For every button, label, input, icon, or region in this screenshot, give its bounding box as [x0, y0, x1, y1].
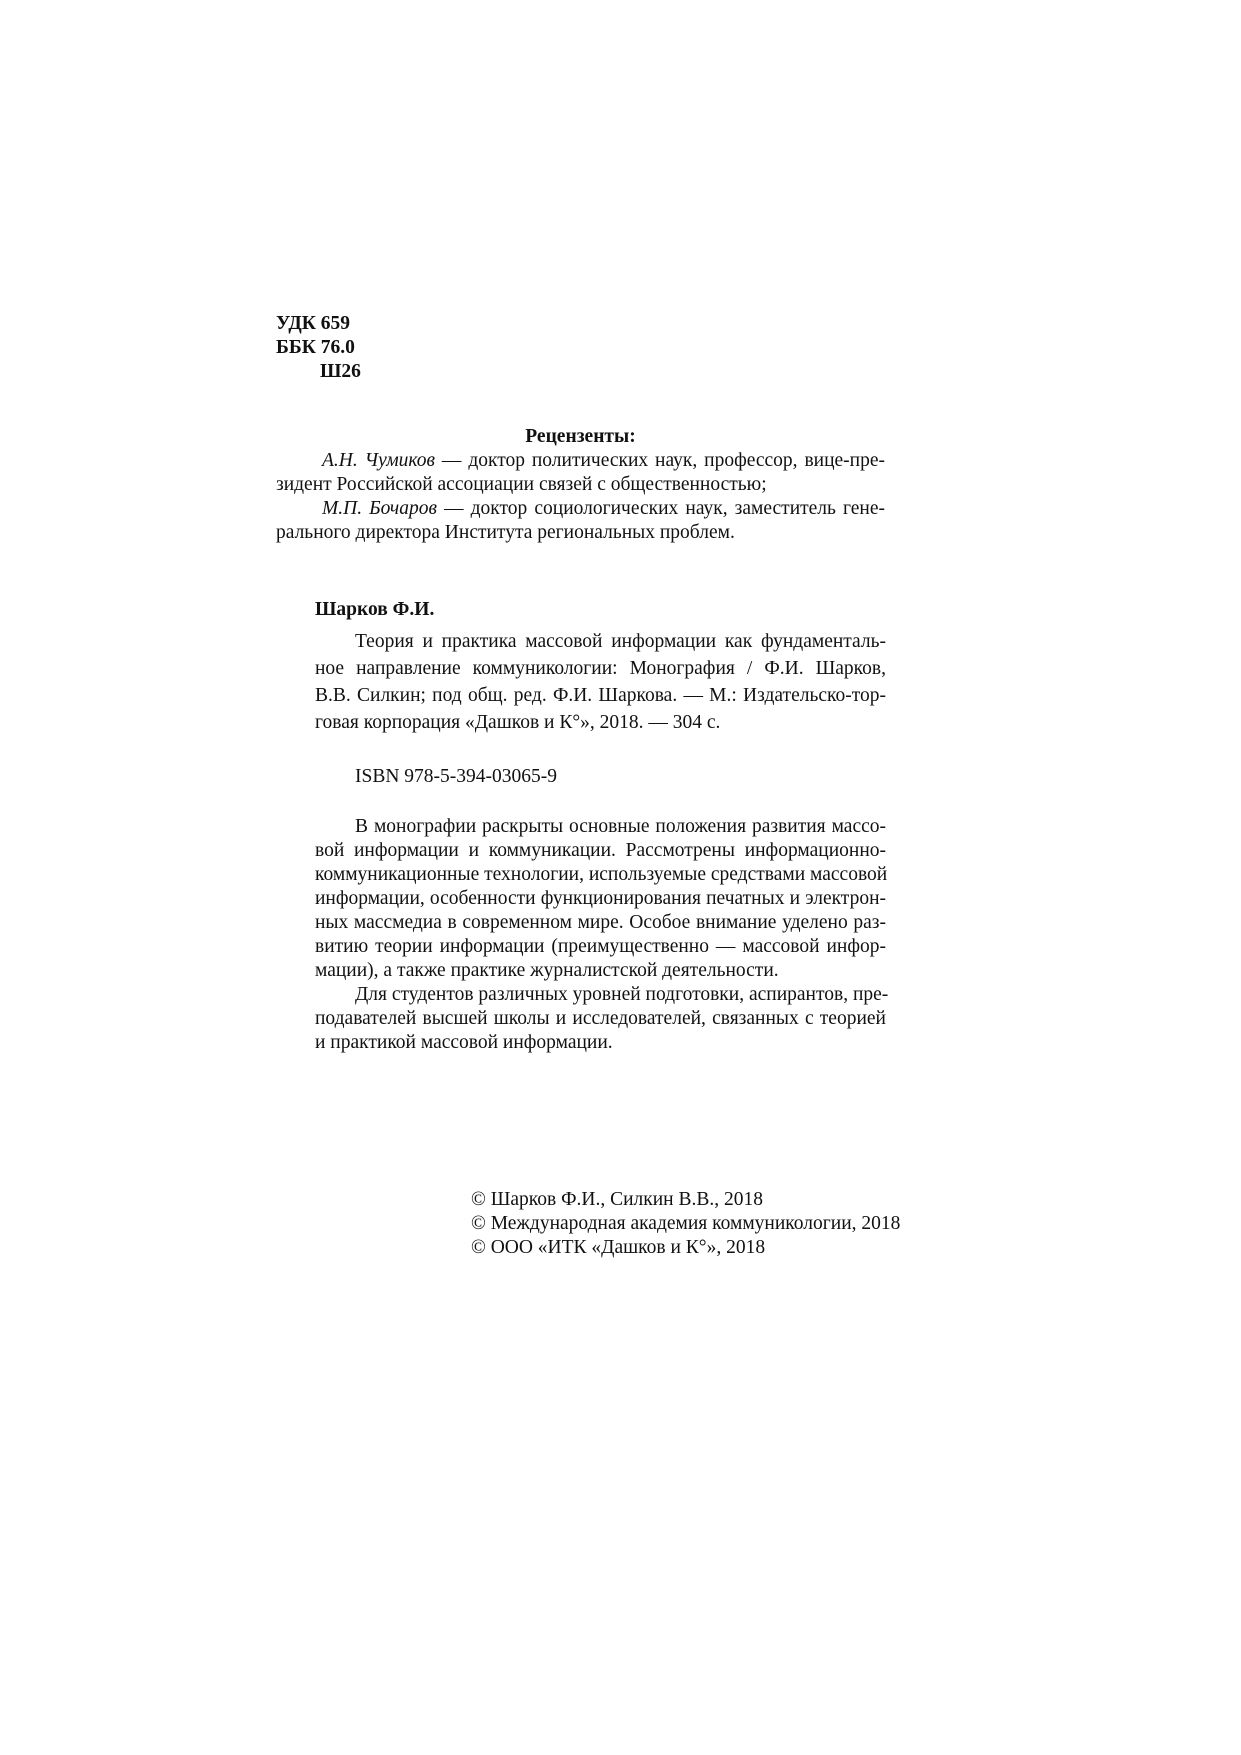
bibliographic-description: [315, 628, 886, 736]
reviewers-heading: Рецензенты:: [525, 426, 636, 447]
reviewer-1-name: А.Н. Чумиков: [322, 450, 436, 471]
copyright-block: [471, 1188, 900, 1260]
copyright-line: © ООО «ИТК «Дашков и К°», 2018: [471, 1237, 766, 1258]
copyright-line: © Международная академия коммуникологии, 2018: [471, 1213, 901, 1234]
annotation-line: коммуникационные технологии, используемые средствами массовой: [315, 864, 888, 885]
reviewer-2-line-1: М.П. Бочаров — доктор социологических наук, заместитель гене-: [322, 498, 886, 519]
annotation-block: [315, 815, 889, 1055]
reviewer-2-line-2: рального директора Института региональных проблем.: [276, 522, 735, 543]
annotation-line: витию теории информации (преимущественно — массовой инфор-: [315, 936, 886, 957]
reviewer-1-line-2: зидент Российской ассоциации связей с общественностью;: [276, 474, 767, 495]
bib-line: Теория и практика массовой информации как фундаменталь-: [355, 631, 886, 652]
isbn: ISBN 978-5-394-03065-9: [355, 766, 558, 787]
bib-line: ное направление коммуникологии: Монография / Ф.И. Шарков,: [315, 658, 886, 679]
annotation-line: В монографии раскрыты основные положения развития массо-: [355, 816, 886, 837]
bib-line: В.В. Силкин; под общ. ред. Ф.И. Шаркова. — М.: Издательско-тор-: [315, 685, 886, 706]
reviewers-block: [276, 425, 885, 545]
copyright-line: © Шарков Ф.И., Силкин В.В., 2018: [471, 1189, 763, 1210]
annotation-line: информации, особенности функционирования печатных и электрон-: [315, 888, 886, 909]
udk-code: УДК 659: [276, 313, 351, 334]
bibliographic-author: Шарков Ф.И.: [315, 599, 435, 620]
bib-line: говая корпорация «Дашков и К°», 2018. — 304 с.: [315, 712, 721, 733]
annotation-line: ных массмедиа в современном мире. Особое внимание уделено раз-: [315, 912, 886, 933]
annotation-line: вой информации и коммуникации. Рассмотрены информационно-: [315, 840, 886, 861]
reviewer-2-name: М.П. Бочаров: [322, 498, 437, 519]
annotation-line: мации), а также практике журналистской деятельности.: [315, 960, 779, 981]
annotation-line: и практикой массовой информации.: [315, 1032, 613, 1053]
annotation-line: Для студентов различных уровней подготовки, аспирантов, пре-: [355, 984, 889, 1005]
author-sign: Ш26: [320, 361, 361, 382]
bbk-code: ББК 76.0: [276, 337, 355, 358]
classification-block: [276, 312, 361, 384]
reviewer-1-line-1: А.Н. Чумиков — доктор политических наук, профессор, вице-пре-: [322, 450, 885, 471]
annotation-line: подавателей высшей школы и исследователей, связанных с теорией: [315, 1008, 886, 1029]
